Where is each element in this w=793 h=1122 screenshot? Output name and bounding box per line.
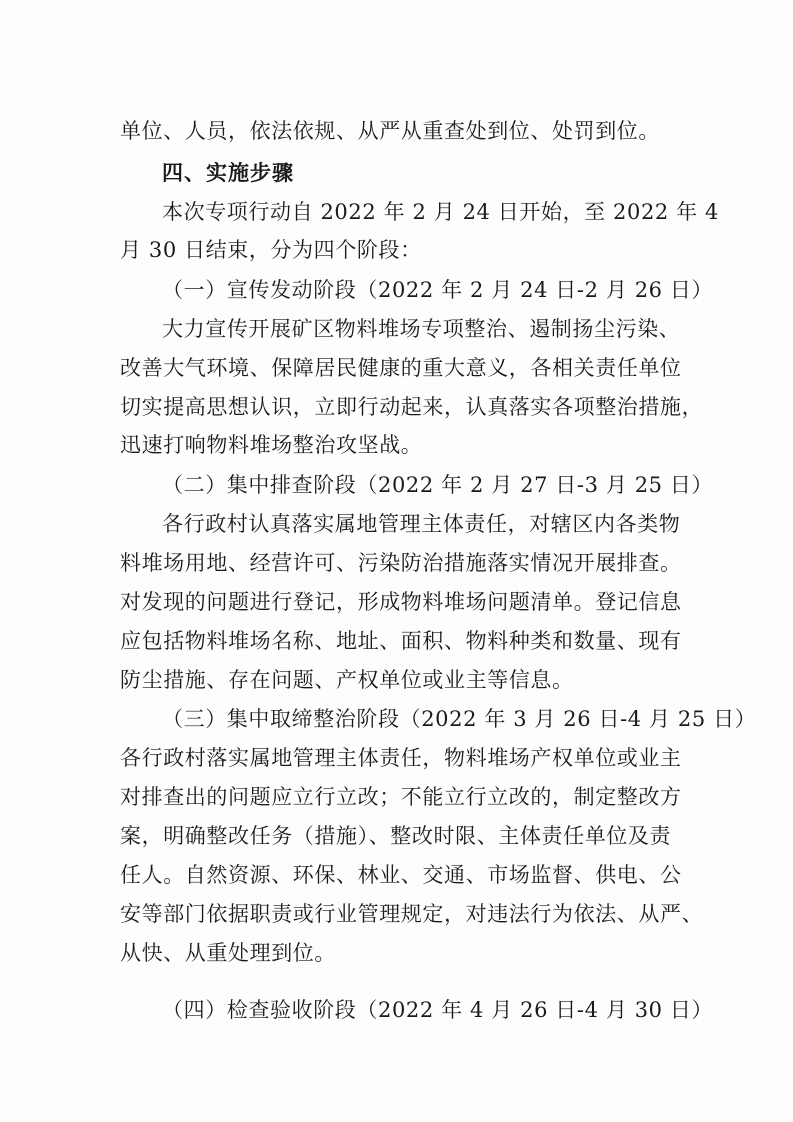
paragraph-line: 安等部门依据职责或行业管理规定，对违法行为依法、从严、	[120, 902, 704, 926]
section-heading: 四、实施步骤	[162, 160, 294, 185]
paragraph-line: 大力宣传开展矿区物料堆场专项整治、遏制扬尘污染、	[162, 317, 681, 341]
paragraph-line: 各行政村认真落实属地管理主体责任，对辖区内各类物	[162, 512, 681, 536]
paragraph-line: 防尘措施、存在问题、产权单位或业主等信息。	[120, 668, 574, 692]
paragraph-line: 改善大气环境、保障居民健康的重大意义，各相关责任单位	[120, 356, 682, 380]
paragraph-line: 迅速打响物料堆场整治攻坚战。	[120, 433, 423, 457]
paragraph-line: 任人。自然资源、环保、林业、交通、市场监督、供电、公	[120, 863, 682, 887]
subsection-heading: （三）集中取缔整治阶段（2022 年 3 月 26 日-4 月 25 日）	[162, 707, 757, 731]
paragraph-line: 应包括物料堆场名称、地址、面积、物料种类和数量、现有	[120, 629, 682, 653]
paragraph-line: 切实提高思想认识，立即行动起来，认真落实各项整治措施，	[120, 395, 704, 419]
paragraph-line: 各行政村落实属地管理主体责任，物料堆场产权单位或业主	[120, 746, 682, 770]
paragraph-line: 料堆场用地、经营许可、污染防治措施落实情况开展排查。	[120, 551, 682, 575]
paragraph-line: 对排查出的问题应立行立改；不能立行立改的，制定整改方	[120, 785, 682, 809]
subsection-heading: （四）检查验收阶段（2022 年 4 月 26 日-4 月 30 日）	[162, 998, 714, 1022]
paragraph-line: 月 30 日结束，分为四个阶段：	[120, 238, 422, 262]
paragraph-line: 本次专项行动自 2022 年 2 月 24 日开始，至 2022 年 4	[162, 200, 720, 224]
subsection-heading: （一）宣传发动阶段（2022 年 2 月 24 日-2 月 26 日）	[162, 278, 714, 302]
paragraph-line: 案，明确整改任务（措施）、整改时限、主体责任单位及责	[120, 824, 672, 848]
subsection-heading: （二）集中排查阶段（2022 年 2 月 27 日-3 月 25 日）	[162, 473, 714, 497]
paragraph-line: 从快、从重处理到位。	[120, 941, 336, 965]
paragraph-line: 对发现的问题进行登记，形成物料堆场问题清单。登记信息	[120, 590, 682, 614]
paragraph-line: 单位、人员，依法依规、从严从重查处到位、处罚到位。	[120, 119, 660, 143]
